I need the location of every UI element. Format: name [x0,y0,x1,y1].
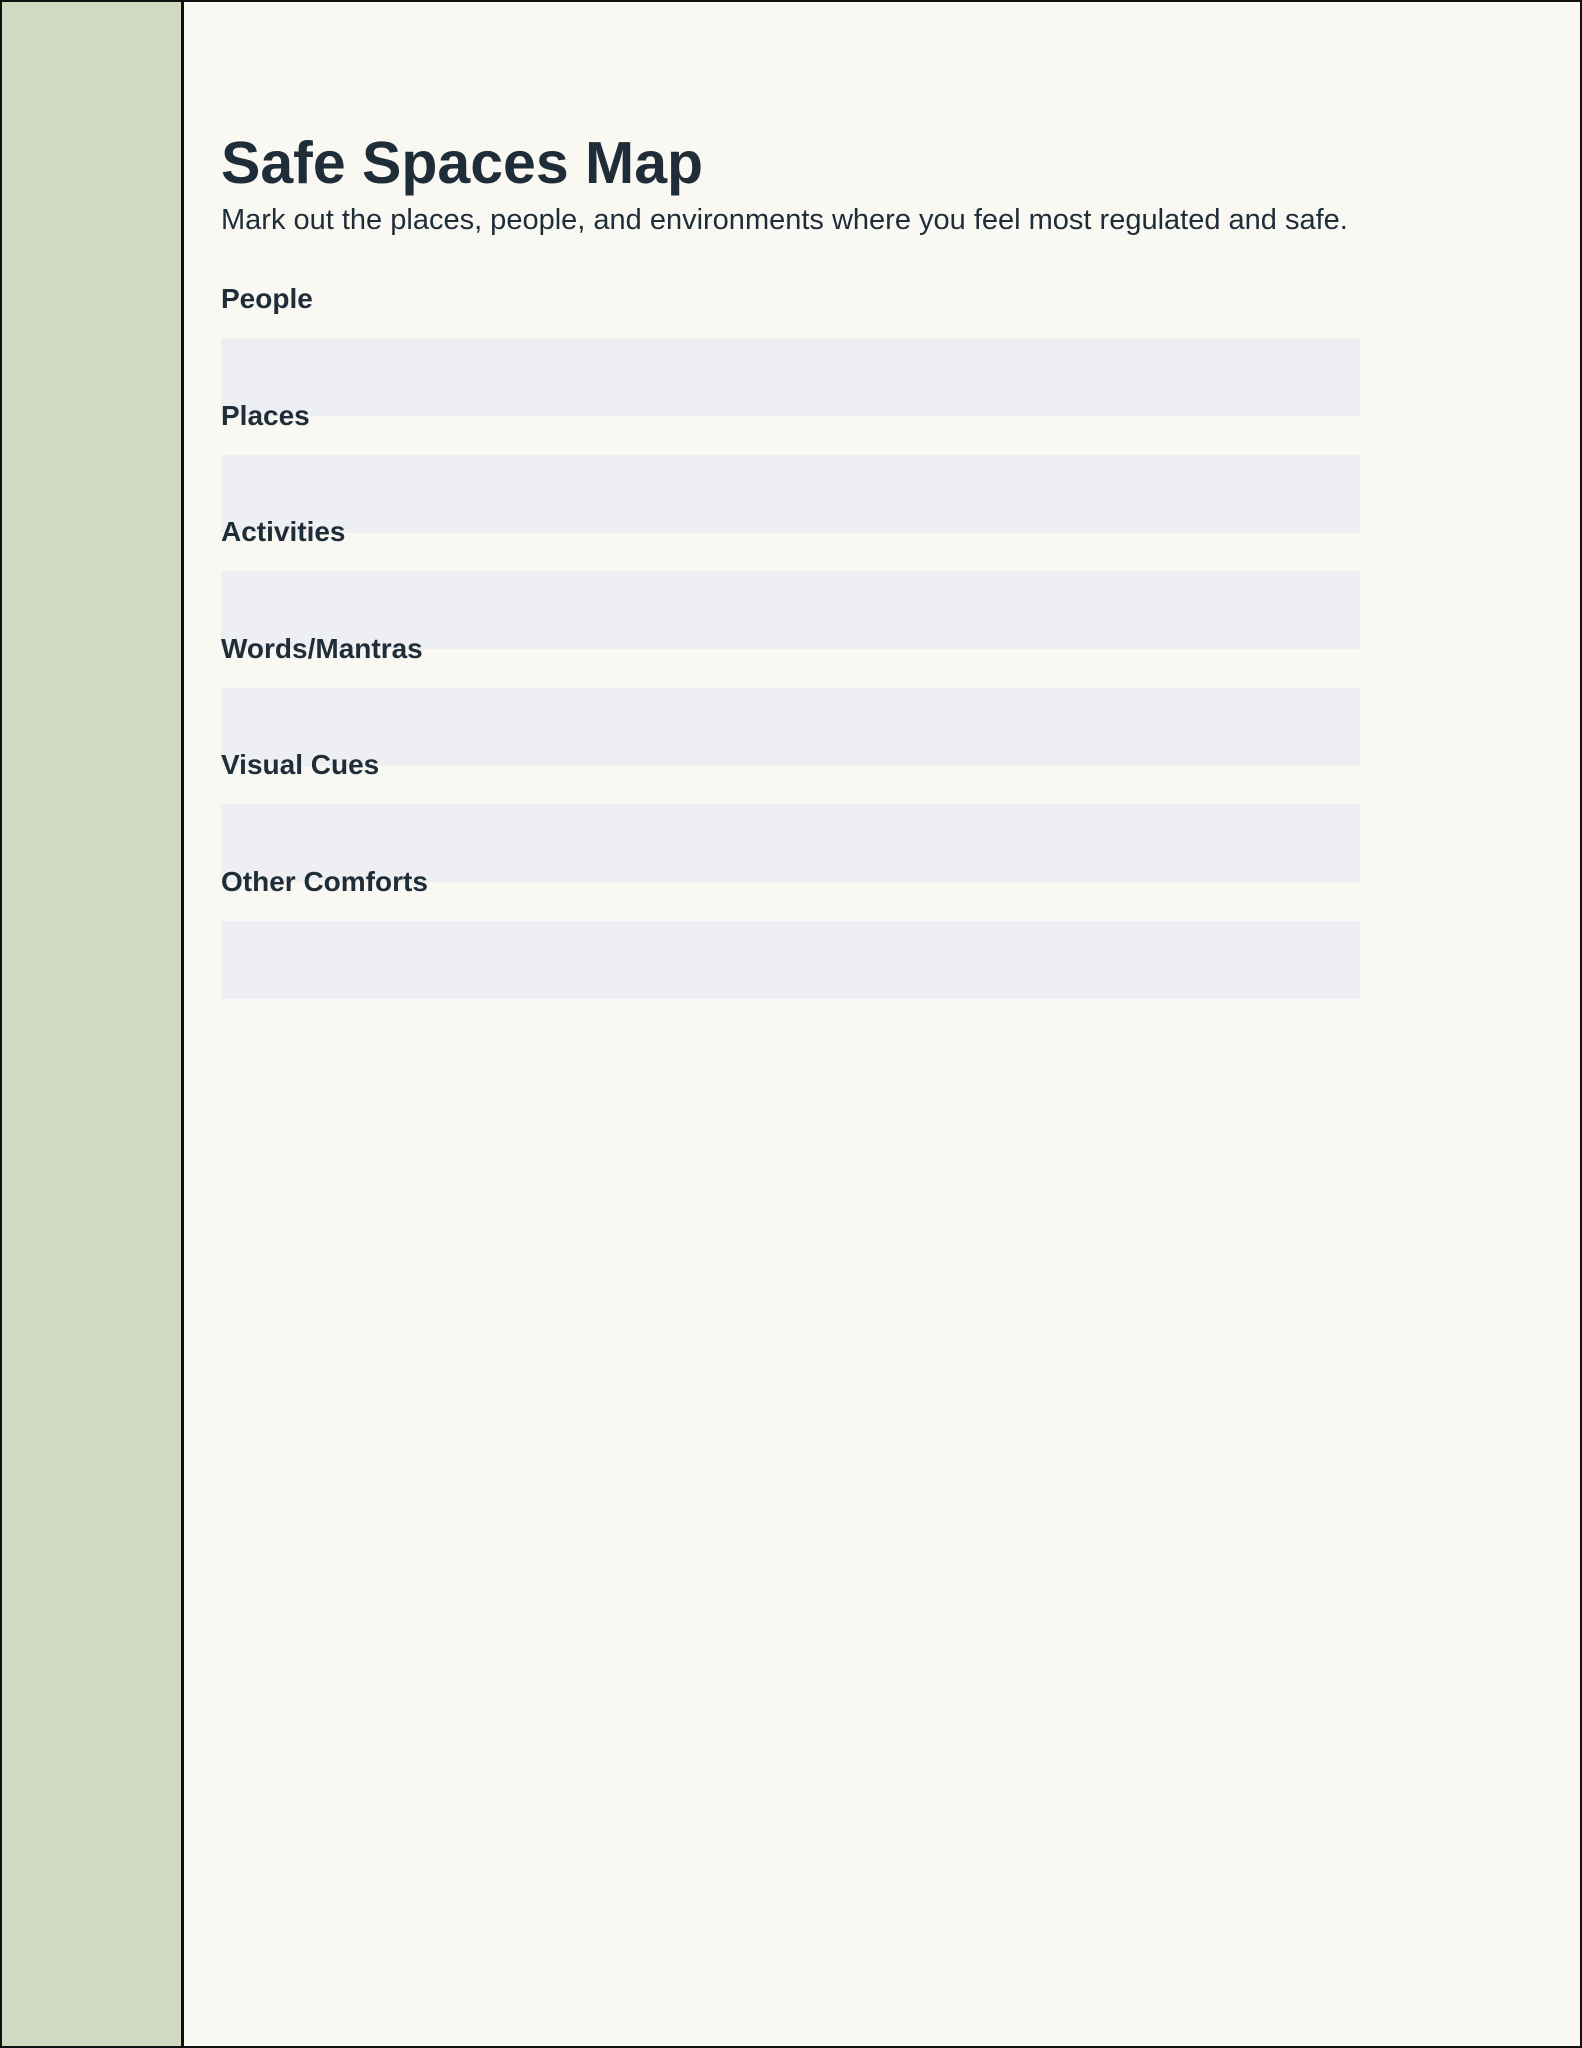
sections-list [221,282,1360,981]
section-label-words-mantras: Words/Mantras [221,632,423,664]
section-label-places: Places [221,399,310,431]
other-comforts-field[interactable] [221,921,1360,999]
section-people [221,282,1360,399]
people-field[interactable] [221,338,1360,416]
page-title: Safe Spaces Map [221,130,704,196]
sidebar-strip [2,2,184,2046]
section-label-other-comforts: Other Comforts [221,865,428,897]
section-label-visual-cues: Visual Cues [221,749,380,780]
worksheet-content [221,130,1521,897]
section-label-people: People [221,283,313,314]
words-mantras-field[interactable] [221,688,1360,766]
section-label-activities: Activities [221,516,346,547]
page-subtitle: Mark out the places, people, and environments where you feel most regulated and safe. [221,204,1348,236]
places-field[interactable] [221,455,1360,533]
